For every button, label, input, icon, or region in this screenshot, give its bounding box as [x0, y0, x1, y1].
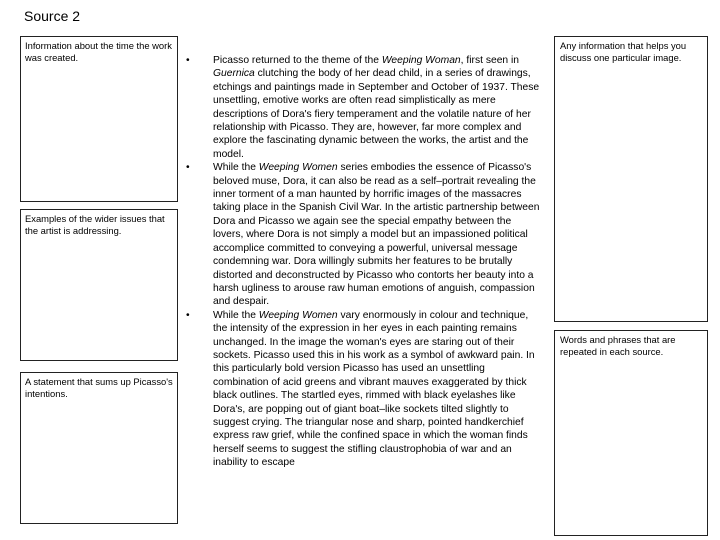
- bullet-marker: •: [186, 55, 190, 66]
- bullet-marker: •: [186, 309, 190, 321]
- bullet-paragraph: Picasso returned to the theme of the Weeping Woman, first seen in Guernica clutching the body of her dead child, in a series of drawings, etchings and paintings made in September and October of 1937. These unsettling, emotive works are often read simplistically as mere descriptions of Dora's fiery temperament and the volatile nature of her relationship with Picasso. They are, however, far more complex and explore the fascinating dynamic between the works, the artist and the model.: [213, 55, 540, 160]
- image-info-box[interactable]: [554, 36, 708, 322]
- bullet-paragraph: While the Weeping Women vary enormously in colour and technique, the intensity of the expression in her eyes in each painting remains unchanged. In the image the woman's eyes are staring out of their sockets. Picasso used this in his work as a symbol of awkward pain. In this particularly bold version Picasso has used an unsettling combination of acid greens and vibrant mauves exaggerated by thick black outlines. The startled eyes, rimmed with black eyelashes like Dora's, are popping out of giant boat–like sockets tilted slightly to suggest crying. The triangular nose and sharp, pointed handkerchief express raw grief, while the confined space in which the woman finds herself seems to suggest the stifling claustrophobia of war and an inability to escape: [213, 309, 535, 469]
- time-context-label: Information about the time the work was created.: [25, 40, 172, 63]
- bullet-paragraph: While the Weeping Women series embodies the essence of Picasso's beloved muse, Dora, it can also be read as a self–portrait revealing the inner torment of a man haunted by horrific images of the massacres taking place in the Spanish Civil War. In the artistic partnership between Dora and Picasso we again see the special empathy between the lovers, where Dora is not simply a model but an impassioned political accomplice committed to conveying a powerful, universal message condemning war. Dora willingly submits her features to be brutally distorted and deconstructed by Picasso who contorts her beauty into a harsh ugliness to arouse raw human emotions of anguish, compassion and despair.: [213, 162, 540, 308]
- source-bullet: [186, 161, 542, 308]
- intentions-box[interactable]: [20, 372, 178, 524]
- intentions-label: A statement that sums up Picasso's intentions.: [25, 376, 173, 399]
- repeated-words-label: Words and phrases that are repeated in each source.: [560, 334, 676, 357]
- image-info-label: Any information that helps you discuss one particular image.: [560, 40, 687, 63]
- wider-issues-label: Examples of the wider issues that the artist is addressing.: [25, 213, 165, 236]
- repeated-words-box[interactable]: [554, 330, 708, 536]
- source-bullet: [186, 309, 542, 470]
- wider-issues-box[interactable]: [20, 209, 178, 361]
- source-text: [186, 54, 542, 470]
- time-context-box[interactable]: [20, 36, 178, 202]
- page-title: Source 2: [24, 8, 81, 24]
- source-bullet: [186, 54, 542, 161]
- bullet-marker: •: [186, 162, 190, 174]
